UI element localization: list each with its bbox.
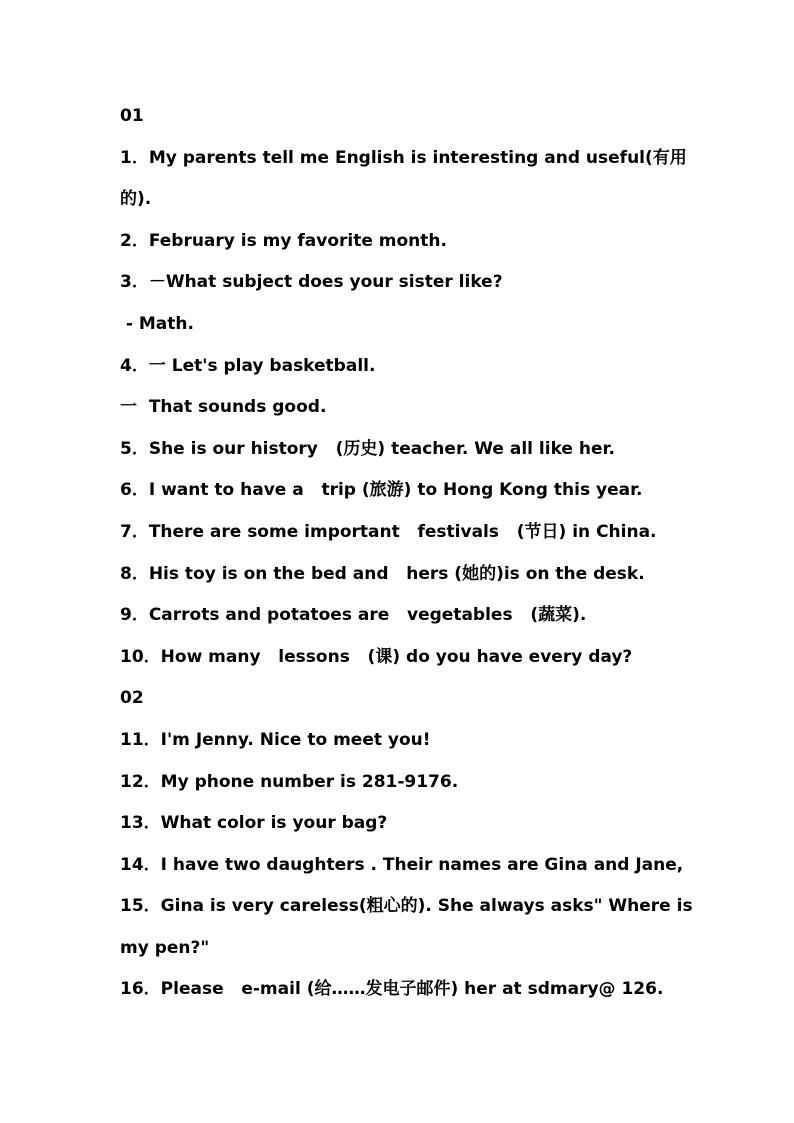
sentence-line: 7．There are some important festivals (节日) in China. (120, 521, 657, 542)
sentence-line: 9．Carrots and potatoes are vegetables (蔬菜). (120, 605, 587, 626)
sentence-line: 16．Please e-mail (给……发电子邮件) her at sdmary@ 126. (120, 979, 664, 1000)
section-number: 02 (120, 688, 144, 709)
sentence-line: 8．His toy is on the bed and hers (她的)is on the desk. (120, 563, 645, 584)
sentence-line: 12．My phone number is 281-9176. (120, 771, 459, 792)
sentence-line: 10．How many lessons (课) do you have every day? (120, 646, 633, 667)
sentence-line: 5．She is our history (历史) teacher. We all like her. (120, 438, 615, 459)
document-page (120, 96, 693, 1011)
sentence-line: 4．一 Let's play basketball. (120, 355, 376, 376)
sentence-line: 6．I want to have a trip (旅游) to Hong Kong this year. (120, 480, 643, 501)
sentence-line: 15．Gina is very careless(粗心的). She always asks" Where is (120, 896, 693, 917)
sentence-line: 13．What color is your bag? (120, 813, 388, 834)
sentence-line: - Math. (120, 313, 194, 334)
sentence-line: 2．February is my favorite month. (120, 230, 447, 251)
sentence-line: 11．I'm Jenny. Nice to meet you! (120, 729, 431, 750)
sentence-line: 的). (120, 189, 152, 210)
sentence-line: 1．My parents tell me English is interesting and useful(有用 (120, 147, 687, 168)
sentence-line: 14．I have two daughters . Their names are Gina and Jane, (120, 854, 684, 875)
sentence-line: my pen?" (120, 937, 210, 958)
sentence-line: 3．－What subject does your sister like? (120, 272, 503, 293)
sentence-line: 一 That sounds good. (120, 397, 327, 418)
section-number: 01 (120, 106, 144, 126)
